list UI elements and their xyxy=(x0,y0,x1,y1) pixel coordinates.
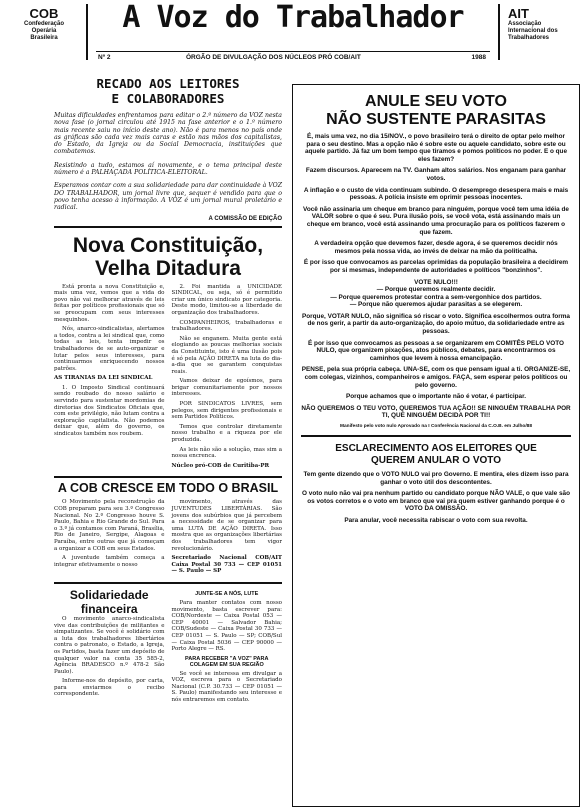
vote-line-3: — Porque não queremos ajudar parasitas a se elegerem. xyxy=(349,301,523,309)
nova-title-line-2: Velha Ditadura xyxy=(95,256,241,280)
solidariedade-title xyxy=(54,588,165,616)
ait-sub-3: Trabalhadores xyxy=(508,35,550,41)
escl-p2: O voto nulo não vai pra nenhum partido ou candidato porque NÃO VALE, o que vale são os votos corretos e o voto em branco que vai pra quem estiver ganhando porque é o VOTO DA OMISSÃO. xyxy=(302,490,570,513)
masthead xyxy=(0,0,586,64)
nova-col2-p3: Não se enganem. Muita gente está elogiando as poucas melhorias sociais da Constituinte, isto é uma ilusão pois é só pela AÇÃO DIRETA na luta do dia-a-dia que se garantem conquistas reais. xyxy=(171,335,282,375)
cob-columns xyxy=(54,499,282,578)
escl-title-line-2: QUEREM ANULAR O VOTO xyxy=(370,455,501,466)
cob-col2-p1: movimento, através das JUVENTUDES LIBERTÁRIAS. São jovens dos subúrbios que já percebem a necessidade de se organizar para uma LUTA DE AÇÃO DIRETA. Isso mostra que as organizações libertárias dos trabalhadores tem vigor revolucionário. xyxy=(171,499,282,552)
cob-col-2 xyxy=(172,499,283,578)
vote-nulo-heading: VOTE NULO!!! xyxy=(414,278,458,286)
anule-p4: Você não assinaria um cheque em branco para ninguém, porque você tem uma idéia de VALOR sobre o que é seu. Pura ilusão pois, se você vota, está assinando mais un cheque em branco, você está assinando uma procuração para os políticos fazerem o que fazem. xyxy=(303,205,569,236)
cob-col1-p1: O Movimento pela reconstrução da COB preparam para seu 3.º Congresso Nacional. No 2.º Congresso houve S. Paulo, Bahia e Rio Grande do Sul. Para o 3.º já contamos com Paraná, Brasília, Rio de Janeiro, Sergipe, Alagoas e Paraíba, entre outras que já começam a organizar a COB em seus Estados. xyxy=(54,499,165,552)
recado-paragraph-3: Esperamos contar com a sua solidariedade para dar continuidade à VOZ DO TRABALHADOR, um jornal livre que, sequer é vendido para que o povo tenha acesso à informação. A VOZ é um jornal mural proletário e radical. xyxy=(54,182,282,212)
nova-col2-p4: Vamos deixar de egoísmos, para brigar comunitariamente por nossos interesses. xyxy=(171,378,282,398)
nova-col2-p1: 2. Foi mantida a UNICIDADE SINDICAL, ou seja, só é permitido criar um único sindicato por categoria. Deste modo, limitou-se a liberdade de organização dos trabalhadores. xyxy=(171,283,282,316)
junte-p1: Para manter contatos com nosso movimento, basta escrever para: COB/Nordeste — Caixa Postal 053 — CEP 40001 — Salvador Bahia; COB/Sudeste — Caixa Postal 30 733 — CEP 01051 — S. Paulo — SP; COB/Sul — Caixa Postal 5036 — CEP 90000 — Porto Alegre — RS. xyxy=(171,599,282,653)
escl-body xyxy=(293,471,579,525)
masthead-divider-left xyxy=(86,4,88,60)
nova-columns xyxy=(54,284,282,473)
anule-p6: É por isso que convocamos as parcelas oprimidas da população brasileira a decidirem por si mesmas, independente de autoridades e políticos "bonzinhos". xyxy=(303,259,569,274)
recado-paragraph-2: Resistindo a tudo, estamos aí novamente, e o tema principal deste número é a PALHAÇADA POLÍTICA-ELEITORAL. xyxy=(54,161,282,177)
section-divider-2 xyxy=(54,582,282,584)
newspaper-title: A Voz do Trabalhador xyxy=(122,0,464,35)
section-divider xyxy=(54,226,282,228)
anule-title xyxy=(293,93,579,129)
solidariedade-block xyxy=(54,588,165,707)
cob-col1-p2: A juventude também começa a integrar efetivamente o nosso xyxy=(54,555,165,568)
nova-col1-p2: Nós, anarco-sindicalistas, alertamos a todos, contra a lei sindical que, como todas as leis, tenta impedir os trabalhadores de se auto-organizar e lutar pelos seus interesses, para continuarmos enriquecendo nossos patrões. xyxy=(54,326,165,372)
solidariedade-title-line-1: Solidariedade xyxy=(69,587,149,602)
cob-sub-3: Brasileira xyxy=(30,35,58,41)
solidariedade-body xyxy=(54,616,165,698)
anule-p11: NÃO QUEREMOS O TEU VOTO, QUEREMOS TUA AÇÃO!! SE NINGUÉM TRABALHA POR TI, QUE NINGUÉM DECIDA POR TI!! xyxy=(301,404,571,420)
recado-title-line-1: RECADO AOS LEITORES xyxy=(96,76,240,91)
ait-sub-1: Associação xyxy=(508,21,542,27)
esclarecimento-title xyxy=(293,443,579,467)
anule-p1: É, mais uma vez, no dia 15/NOV., o povo brasileiro terá o direito de optar pelo melhor para o seu destino. Mas a opção não é sobre este ou aquele candidato, sobre este ou aquele partido. Já faz um bom tempo que tiramos e pomos políticos no poder. E o que eles fazem? xyxy=(304,133,568,163)
anule-title-line-2: NÃO SUSTENTE PARASITAS xyxy=(326,111,546,128)
anule-p8: É por isso que convocamos as pessoas a se organizarem em COMITÊS PELO VOTO NULO, que organizem pixações, atos públicos, debates, para encontrarmos os caminhos que levem à nossa emancipação. xyxy=(308,339,564,362)
anule-p3: A inflação e o custo de vida continuam subindo. O desemprego desespera mais e mais pessoas. A polícia insiste em oprimir pessoas inocentes. xyxy=(303,186,569,202)
issue-number: Nº 2 xyxy=(98,54,111,61)
recado-title-line-2: E COLABORADORES xyxy=(111,91,225,106)
cob-sub-2: Operária xyxy=(31,28,57,34)
ait-logo-block xyxy=(508,6,580,42)
nova-col-2 xyxy=(172,284,283,473)
organ-line: ÓRGÃO DE DIVULGAÇÃO DOS NÚCLEOS PRÓ COB/AIT xyxy=(186,54,361,61)
masthead-divider-right xyxy=(498,4,500,60)
anule-voto-box xyxy=(292,84,580,807)
junte-block xyxy=(172,588,283,707)
ait-sub-2: Internacional dos xyxy=(508,28,558,34)
vote-line-1: — Porque queremos realmente decidir. xyxy=(376,286,496,294)
anule-p9: PENSE, pela sua própria cabeça. UNA-SE, com os que pensam igual a ti. ORGANIZE-SE, com colegas, vizinhos, companheiros e amigos. FAÇA, sem esperar pelos políticos ou pelo governo. xyxy=(301,366,571,389)
receber-body xyxy=(172,671,283,704)
escl-p1: Tem gente dizendo que o VOTO NULO vai pro Governo. E mentira, eles dizem isso para ganhar o voto útil dos descontentes. xyxy=(303,471,569,486)
anule-p5: A verdadeira opção que devemos fazer, desde agora, é se queremos decidir nós mesmos pela nossa vida, ao invés de deixar na mão da politicalha. xyxy=(314,240,558,255)
recado-paragraph-1: Muitas dificuldades enfrentamos para editar o 2.º número da VOZ nesta nova fase (o jornal circulou até 1915 na fase anterior e o 1.º número mais recente saiu no início deste ano). Não é para menos no país onde as gráficas são cada vez mais caras e estão nas mãos dos capitalistas, do Estado, da Igreja ou da Social Democracia, instituições que combatemos. xyxy=(54,112,282,156)
anule-body xyxy=(293,133,579,420)
nova-col2-p6: Temos que controlar diretamente nosso trabalho e a riqueza por ele produzida. xyxy=(171,423,282,444)
receber-title: PARA RECEBER "A VOZ" PARA COLAGEM EM SUA REGIÃO xyxy=(185,655,269,668)
left-column xyxy=(54,72,282,807)
anule-p10: Porque achamos que o importante não é votar, é participar. xyxy=(345,393,527,401)
nova-col2-p5: POR SINDICATOS LIVRES, sem pelegos, sem dirigentes profissionais e sem Partidos Políticos. xyxy=(171,401,282,421)
recado-title xyxy=(54,76,282,106)
nova-col-1 xyxy=(54,284,165,473)
anule-p7: Porque, VOTAR NULO, não significa só riscar o voto. Significa escolhermos outra forma de nos gerir, a partir da auto-organização, do apoio mútuo, da solidariedade entre as pessoas. xyxy=(302,312,570,336)
escl-title-line-1: ESCLARECIMENTO AOS ELEITORES QUE xyxy=(335,443,537,454)
vote-line-2: — Porque queremos protestar contra a sem-vergonhice dos partidos. xyxy=(330,293,542,301)
cob-cresce-title: A COB CRESCE EM TODO O BRASIL xyxy=(54,476,282,495)
nova-col1-p3: 1. O Imposto Sindical continuará sendo roubado do nosso salário e servindo para sustentar mordomias de diretorias dos Sindicatos Oficiais que, com este privilégio, não lutam contra a exploração capitalista. Não podemos deixar que, além do governo, os sindicatos também nos roubem. xyxy=(54,384,165,438)
junte-body xyxy=(172,600,283,653)
nova-col1-subhead: AS TIRANIAS DA LEI SINDICAL xyxy=(54,375,153,382)
nova-col1-p1: Está pronta a nova Constituição e, mais uma vez, vemos que a vida do povo não vai melhorar através de leis feitas por políticos profissionais que só se preocupam com seus interesses mesquinhos. xyxy=(54,283,165,323)
anule-p2: Fazem discursos. Aparecem na TV. Ganham altos salários. Nos enganam para ganhar votos. xyxy=(305,167,567,182)
receber-p1: Se você se interessa em divulgar a VOZ, escreva para o Secretariado Nacional (C.P. 30.733 — CEP 01051 — S. Paulo) manifestando seu interesse e nós entraremos em contato. xyxy=(171,670,282,704)
nova-constituicao-title xyxy=(54,234,282,280)
box-divider xyxy=(301,435,571,437)
solidariedade-title-line-2: financeira xyxy=(80,601,138,616)
bottom-columns xyxy=(54,588,282,707)
solidariedade-p1: O movimento anarco-sindicalista vive das contribuições de militantes e simpatizantes. Se você é solidário com a luta dos trabalhadores libertários contra o patronato, o Estado, a Igreja, os Partidos, basta fazer um depósito de qualquer valor na conta 35 585-2, Agência BRADESCO n.º 478-2 São Paulo). xyxy=(54,615,165,675)
nova-col2-p2: COMPANHEIROS, trabalhadoras e trabalhadores. xyxy=(171,319,282,333)
nova-col2-p7: As leis não são a solução, mas sim a nossa encrenca. xyxy=(171,446,282,460)
nova-signature: Núcleo pró-COB de Curitiba-PR xyxy=(171,462,270,469)
anule-title-line-1: ANULE SEU VOTO xyxy=(365,93,507,110)
manifesto-credit: Manifesto pelo voto nulo Aprovado na I Conferência Nacional da C.O.B. em Julho/88 xyxy=(340,424,532,429)
cob-sub-1: Confederação xyxy=(23,21,64,27)
recado-signature: A COMISSÃO DE EDIÇÃO xyxy=(208,215,282,222)
ait-label: AIT xyxy=(508,6,529,21)
masthead-info-bar xyxy=(96,51,490,63)
issue-year: 1988 xyxy=(471,54,486,61)
cob-label: COB xyxy=(29,6,59,21)
cob-logo-block xyxy=(12,6,76,42)
nova-title-line-1: Nova Constituição, xyxy=(72,233,264,257)
solidariedade-p2: Informe-nos do depósito, por carta, para enviarmos o recibo correspondente. xyxy=(54,678,165,698)
cob-col-1 xyxy=(54,499,165,578)
escl-p3: Para anular, você necessita rabiscar o voto com sua revolta. xyxy=(344,516,528,524)
junte-title: JUNTE-SE A NÓS, LUTE xyxy=(195,590,259,597)
cob-signature: Secretariado Nacional COB/AIT Caixa Postal 30 733 — CEP 01051 — S. Paulo — SP xyxy=(171,555,282,575)
